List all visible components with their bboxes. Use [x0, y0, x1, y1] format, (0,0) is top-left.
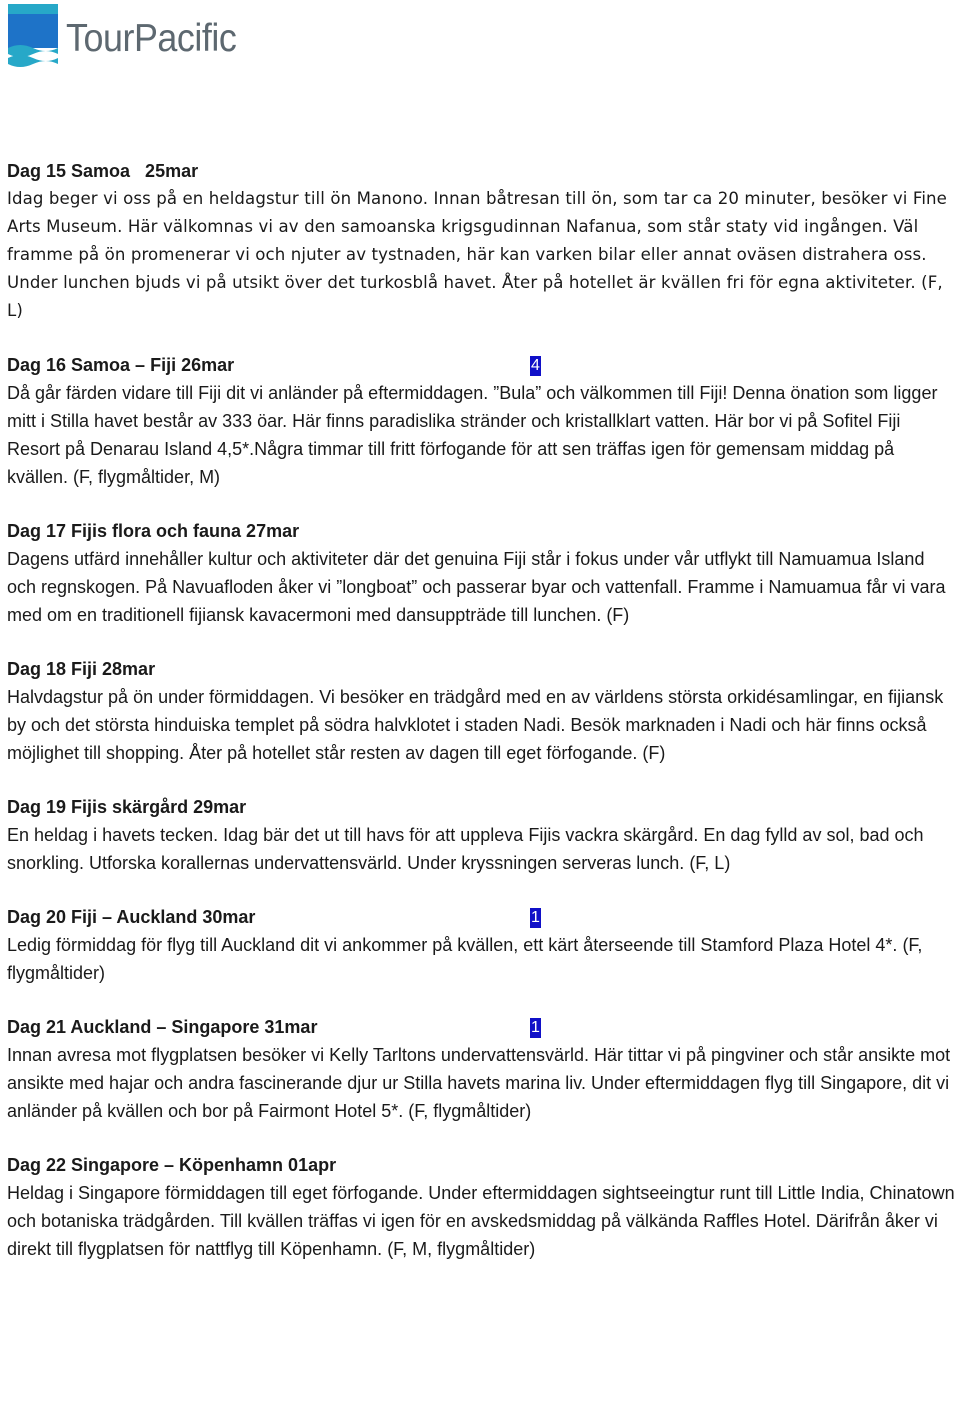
itinerary-day — [7, 793, 957, 877]
brand-name: TourPacific — [66, 16, 237, 60]
day-title: Dag 15 Samoa 25mar — [7, 161, 199, 181]
itinerary-day — [7, 517, 957, 629]
brand-logo — [8, 4, 251, 70]
day-description: Idag beger vi oss på en heldagstur till ön Manono. Innan båtresan till ön, som tar ca 20 minuter, besöker vi Fine Arts Museum. Här välkomnas vi av den samoanska krigsgudinnan Nafanua, som står staty vid ingången. Väl framme på ön promenerar vi och njuter av tystnaden, här kan varken bilar eller annat oväsen distrahera oss. Under lunchen bjuds vi på utsikt över det turkosblå havet. Åter på hotellet är kvällen fri för egna aktiviteter. (F, L) — [7, 189, 947, 320]
day-title: Dag 21 Auckland – Singapore 31mar — [7, 1017, 318, 1037]
day-title-row — [7, 903, 957, 931]
day-marker-badge: 1 — [531, 909, 540, 926]
itinerary-day — [7, 1151, 957, 1263]
day-marker-badge: 4 — [531, 357, 540, 374]
day-marker-badge: 1 — [531, 1019, 540, 1036]
day-description: Ledig förmiddag för flyg till Auckland dit vi ankommer på kvällen, ett kärt återseende till Stamford Plaza Hotel 4*. (F, flygmåltider) — [7, 935, 923, 983]
day-title: Dag 20 Fiji – Auckland 30mar — [7, 907, 256, 927]
itinerary-day — [7, 351, 957, 491]
day-description: Dagens utfärd innehåller kultur och aktiviteter där det genuina Fiji står i fokus under vår utflykt till Namuamua Island och regnskogen. På Navuafloden åker vi ”longboat” och passerar byar och vattenfall. Framme i Namuamua får vi vara med om en traditionell fijiansk kavacermoni med dansuppträde till lunchen. (F) — [7, 549, 946, 625]
day-description: En heldag i havets tecken. Idag bär det ut till havs för att uppleva Fijis vackra skärgård. En dag fylld av sol, bad och snorkling. Utforska korallernas undervattensvärld. Under kryssningen serveras lunch. (F, L) — [7, 825, 924, 873]
day-title: Dag 16 Samoa – Fiji 26mar — [7, 355, 235, 375]
itinerary-day — [7, 1013, 957, 1125]
day-description: Innan avresa mot flygplatsen besöker vi Kelly Tarltons undervattensvärld. Här tittar vi på pingviner och står ansikte mot ansikte med hajar och andra fascinerande djur ur Stilla havets marina liv. Under eftermiddagen flyg till Singapore, dit vi anländer på kvällen och bor på Fairmont Hotel 5*. (F, flygmåltider) — [7, 1045, 951, 1121]
itinerary-day — [7, 157, 957, 325]
day-title: Dag 19 Fijis skärgård 29mar — [7, 797, 247, 817]
itinerary-day — [7, 655, 957, 767]
day-title-row — [7, 1013, 957, 1041]
day-description: Heldag i Singapore förmiddagen till eget förfogande. Under eftermiddagen sightseeingtur runt till Little India, Chinatown och botaniska trädgården. Till kvällen träffas vi igen för en avskedsmiddag på välkända Raffles Hotel. Därifrån åker vi direkt till flygplatsen för nattflyg till Köpenhamn. (F, M, flygmåltider) — [7, 1183, 955, 1259]
itinerary — [7, 157, 957, 1289]
day-title: Dag 17 Fijis flora och fauna 27mar — [7, 521, 300, 541]
wave-logo-icon — [8, 4, 58, 70]
day-description: Halvdagstur på ön under förmiddagen. Vi besöker en trädgård med en av världens största orkidésamlingar, en fijiansk by och det största hinduiska templet på södra halvklotet i staden Nadi. Besök marknaden i Nadi och här finns också möjlighet till shopping. Åter på hotellet står resten av dagen till eget förfogande. (F) — [7, 687, 944, 763]
itinerary-day — [7, 903, 957, 987]
day-title: Dag 18 Fiji 28mar — [7, 659, 156, 679]
day-title: Dag 22 Singapore – Köpenhamn 01apr — [7, 1155, 337, 1175]
day-description: Då går färden vidare till Fiji dit vi anländer på eftermiddagen. ”Bula” och välkommen till Fiji! Denna önation som ligger mitt i Stilla havet består av 333 öar. Här finns paradislika stränder och kristallklart vatten. Här bor vi på Sofitel Fiji Resort på Denarau Island 4,5*.Några timmar till fritt förfogande för att sen träffas igen för gemensam middag på kvällen. (F, flygmåltider, M) — [7, 383, 938, 487]
day-title-row — [7, 351, 957, 379]
